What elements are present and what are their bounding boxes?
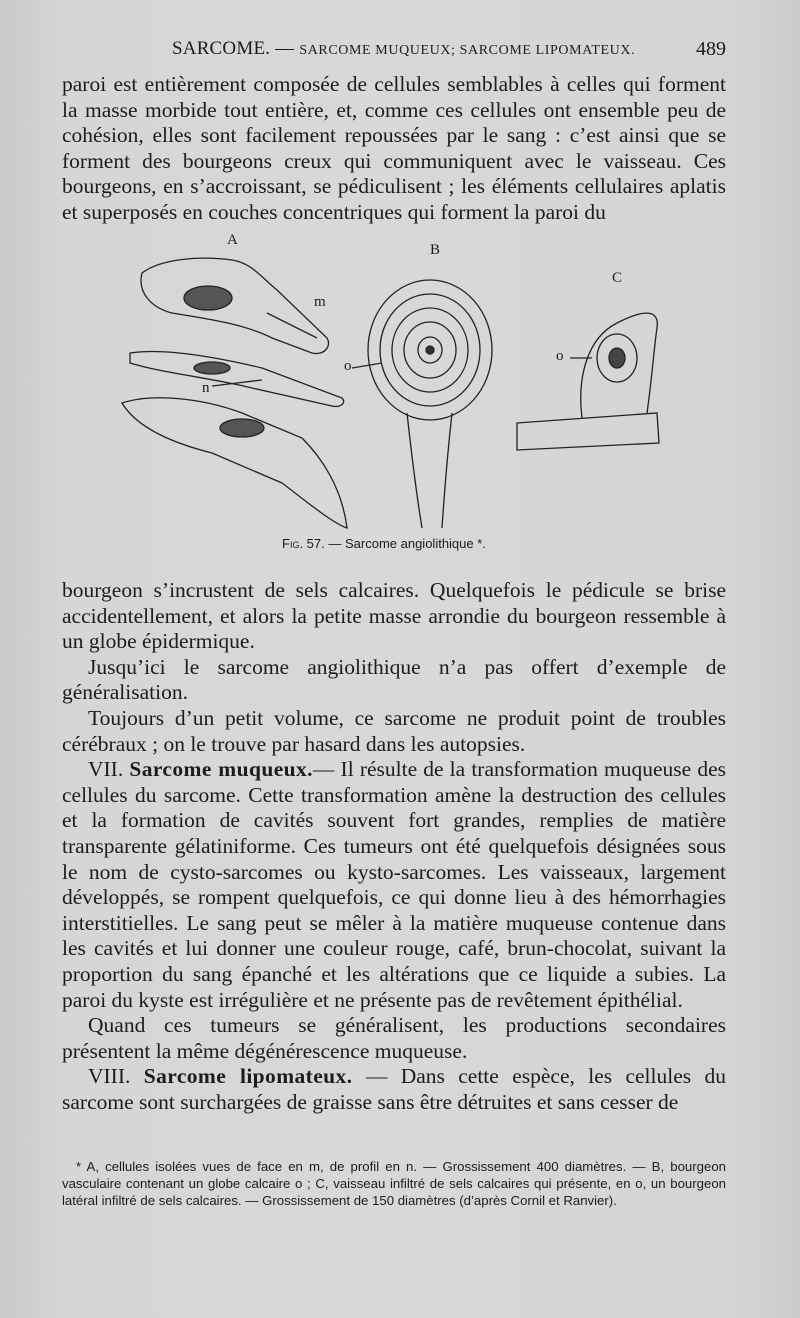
- running-title-sub: SARCOME MUQUEUX; SARCOME LIPOMATEUX.: [299, 43, 636, 58]
- leader-o1: [352, 363, 382, 368]
- bud-b-globe: [426, 346, 434, 354]
- paragraph-generalisent: Quand ces tumeurs se généralisent, les productions secondaires présentent la même dégénérescence muqueuse.: [62, 1013, 726, 1063]
- label-o-c: o: [556, 348, 564, 364]
- text-block-main: [62, 578, 726, 1115]
- label-b: B: [430, 242, 441, 258]
- paragraph-volume: Toujours d’un petit volume, ce sarcome ne produit point de troubles cérébraux ; on le trouve par hasard dans les autopsies.: [62, 705, 726, 756]
- cell-a-lower: [122, 398, 347, 528]
- leader-m: [267, 313, 317, 338]
- running-title-separator: —: [275, 38, 295, 59]
- vessel-c: [517, 413, 659, 450]
- running-header: [62, 36, 726, 66]
- cell-a-face: [141, 258, 328, 353]
- text-block-top: [62, 72, 726, 226]
- paragraph-generalisation: Jusqu’ici le sarcome angiolithique n’a pas offert d’exemple de généralisation.: [62, 654, 726, 705]
- figure-illustration: [62, 228, 726, 573]
- label-a: A: [227, 232, 238, 248]
- section-vii: [62, 757, 726, 1013]
- cell-n-nucleus: [194, 362, 230, 374]
- section-viii-text: — Dans cette espèce, les cellules du sarcome sont surchargées de graisse sans être détruites et sans cesser de: [62, 1064, 727, 1114]
- caption-figure-number: Fig. 57.: [282, 536, 325, 551]
- running-title: [172, 38, 635, 60]
- bud-b-pedicle: [407, 413, 452, 528]
- cell-lower-nucleus: [220, 419, 264, 437]
- section-viii: [62, 1064, 726, 1115]
- label-m: m: [314, 294, 326, 310]
- footnote: [62, 1158, 726, 1209]
- figure-57: [62, 228, 726, 573]
- label-c: C: [612, 270, 623, 286]
- label-n: n: [202, 380, 210, 396]
- cell-a-nucleus: [184, 286, 232, 310]
- vessel-c-globe: [609, 348, 625, 368]
- section-viii-title: Sarcome lipomateux.: [143, 1064, 353, 1089]
- running-title-main: SARCOME.: [172, 38, 271, 59]
- caption-text: — Sarcome angiolithique *.: [328, 536, 486, 551]
- paragraph-opening: paroi est entièrement composée de cellules semblables à celles qui forment la masse morbide tout entière, et, comme ces cellules ont ensemble peu de cohésion, elles sont facilement repoussées par le sang : c’est ainsi que se forment des bourgeons creux qui communiquent avec le vaisseau. Ces bourgeons, en s’accroissant, se pédiculisent ; les éléments cellulaires aplatis et superposés en couches concentriques qui forment la paroi du: [62, 72, 726, 224]
- section-vii-number: VII.: [88, 757, 124, 782]
- section-viii-number: VIII.: [88, 1064, 131, 1089]
- page-number: 489: [696, 38, 726, 60]
- paragraph-continuation: bourgeon s’incrustent de sels calcaires. Quelquefois le pédicule se brise accidentellement, et alors la petite masse arrondie du bourgeon ressemble à un globe épidermique.: [62, 578, 726, 654]
- figure-caption: [282, 536, 486, 551]
- label-o-b: o: [344, 358, 352, 374]
- section-vii-title: Sarcome muqueux.: [129, 757, 313, 782]
- footnote-text: * A, cellules isolées vues de face en m, de profil en n. — Grossissement 400 diamètres. — B, bourgeon vasculaire contenant un globe calcaire o ; C, vaisseau infiltré de sels calcaires qui présente, en o, un bourgeon latéral infiltré de sels calcaires. — Grossissement de 150 diamètres (d’après Cornil et Ranvier).: [62, 1159, 726, 1208]
- section-vii-text: — Il résulte de la transformation muqueuse des cellules du sarcome. Cette transformation amène la destruction des cellules et la formation de cavités souvent fort grandes, remplies de matière transparente gélatiniforme. Ces tumeurs ont été quelquefois désignées sous le nom de cysto-sarcomes ou kysto-sarcomes. Les vaisseaux, largement développés, se rompent quelquefois, ce qui donne lieu à des hémorrhagies interstitielles. Le sang peut se mêler à la matière muqueuse contenue dans les cavités et lui donner une couleur rouge, café, brun-chocolat, suivant la proportion du sang épanché et les altérations que ce liquide a subies. La paroi du kyste est irrégulière et ne présente pas de revêtement épithélial.: [62, 757, 726, 1012]
